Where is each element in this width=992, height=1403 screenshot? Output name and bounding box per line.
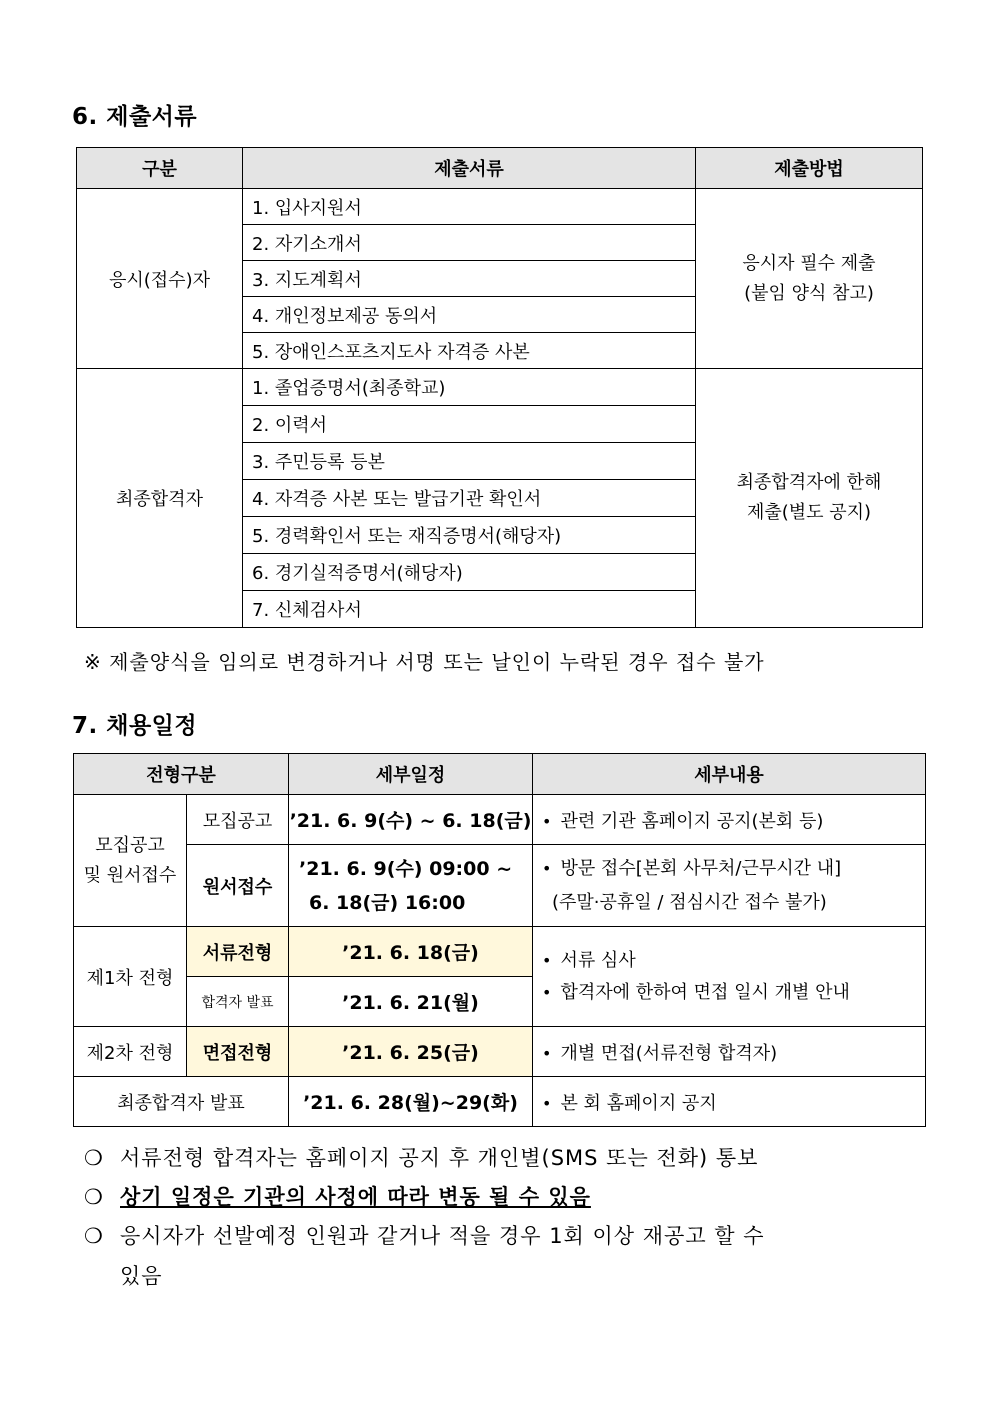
doc-item: 3. 지도계획서 bbox=[243, 261, 696, 297]
doc-result-label: 합격자 발표 bbox=[187, 977, 289, 1027]
finalist-method-line2: 제출(별도 공지) bbox=[746, 502, 872, 523]
applicant-method bbox=[696, 189, 923, 369]
documents-header-row bbox=[77, 148, 923, 189]
circle-bullet-icon: ❍ bbox=[84, 1146, 104, 1170]
circle-bullet-icon: ❍ bbox=[84, 1185, 104, 1209]
schedule-note-3-cont: 있음 bbox=[120, 1264, 163, 1288]
header-category: 구분 bbox=[77, 148, 243, 189]
stage1-detail-line2: • 합격자에 한하여 면접 일시 개별 안내 bbox=[542, 977, 925, 1009]
apply-detail-line2: (주말·공휴일 / 점심시간 접수 불가) bbox=[552, 891, 827, 913]
doc-item: 6. 경기실적증명서(해당자) bbox=[243, 554, 696, 591]
doc-item: 1. 입사지원서 bbox=[243, 189, 696, 225]
doc-item: 5. 장애인스포츠지도사 자격증 사본 bbox=[243, 333, 696, 369]
notice-detail bbox=[533, 795, 926, 845]
interview-detail-text: • 개별 면접(서류전형 합격자) bbox=[542, 1043, 777, 1064]
apply-date bbox=[289, 845, 533, 927]
notice-label: 모집공고 bbox=[187, 795, 289, 845]
doc-item: 4. 개인정보제공 동의서 bbox=[243, 297, 696, 333]
doc-item: 7. 신체검사서 bbox=[243, 591, 696, 628]
schedule-table bbox=[73, 753, 926, 1127]
interview-date: ’21. 6. 25(금) bbox=[289, 1027, 533, 1077]
header-detail: 세부내용 bbox=[533, 754, 926, 795]
notice-detail-text: • 관련 기관 홈페이지 공지(본회 등) bbox=[542, 811, 823, 832]
apply-label: 원서접수 bbox=[187, 845, 289, 927]
doc-item: 4. 자격증 사본 또는 발급기관 확인서 bbox=[243, 480, 696, 517]
apply-detail-line1: • 방문 접수[본회 사무처/근무시간 내] bbox=[542, 852, 925, 886]
interview-label: 면접전형 bbox=[187, 1027, 289, 1077]
circle-bullet-icon: ❍ bbox=[84, 1224, 104, 1248]
final-detail-text: • 본 회 홈페이지 공지 bbox=[542, 1093, 717, 1114]
stage1-label: 제1차 전형 bbox=[74, 927, 187, 1027]
doc-item: 3. 주민등록 등본 bbox=[243, 443, 696, 480]
doc-screen-label: 서류전형 bbox=[187, 927, 289, 977]
applicant-group-label: 응시(접수)자 bbox=[77, 189, 243, 369]
recruit-group-line2: 및 원서접수 bbox=[83, 864, 177, 886]
schedule-note-1 bbox=[84, 1142, 758, 1172]
final-label: 최종합격자 발표 bbox=[74, 1077, 289, 1127]
finalist-method bbox=[696, 369, 923, 628]
stage2-label: 제2차 전형 bbox=[74, 1027, 187, 1077]
notice-date: ’21. 6. 9(수) ~ 6. 18(금) bbox=[289, 795, 533, 845]
submission-note: ※ 제출양식을 임의로 변경하거나 서명 또는 날인이 누락된 경우 접수 불가 bbox=[84, 650, 765, 674]
schedule-note-2-text: 상기 일정은 기관의 사정에 따라 변동 될 수 있음 bbox=[120, 1185, 591, 1209]
finalist-method-line1: 최종합격자에 한해 bbox=[736, 472, 882, 493]
doc-screen-date: ’21. 6. 18(금) bbox=[289, 927, 533, 977]
finalist-group-label: 최종합격자 bbox=[77, 369, 243, 628]
doc-item: 2. 자기소개서 bbox=[243, 225, 696, 261]
section7-title: 7. 채용일정 bbox=[72, 713, 198, 739]
stage1-detail bbox=[533, 927, 926, 1027]
header-schedule: 세부일정 bbox=[289, 754, 533, 795]
schedule-header-row bbox=[74, 754, 926, 795]
recruit-group-label bbox=[74, 795, 187, 927]
applicant-method-line1: 응시자 필수 제출 bbox=[742, 252, 876, 274]
schedule-note-2 bbox=[84, 1181, 591, 1211]
documents-table bbox=[76, 147, 923, 628]
applicant-method-line2: (붙임 양식 참고) bbox=[744, 282, 874, 304]
apply-detail bbox=[533, 845, 926, 927]
doc-item: 2. 이력서 bbox=[243, 406, 696, 443]
doc-item: 5. 경력확인서 또는 재직증명서(해당자) bbox=[243, 517, 696, 554]
header-method: 제출방법 bbox=[696, 148, 923, 189]
interview-detail bbox=[533, 1027, 926, 1077]
schedule-note-3 bbox=[84, 1220, 765, 1250]
section6-title: 6. 제출서류 bbox=[72, 104, 198, 130]
schedule-note-1-text: 서류전형 합격자는 홈페이지 공지 후 개인별(SMS 또는 전화) 통보 bbox=[120, 1146, 759, 1170]
header-stage: 전형구분 bbox=[74, 754, 289, 795]
stage1-detail-line1: • 서류 심사 bbox=[542, 945, 925, 977]
doc-result-date: ’21. 6. 21(월) bbox=[289, 977, 533, 1027]
apply-date-line1: ’21. 6. 9(수) 09:00 ~ bbox=[299, 857, 513, 880]
doc-item: 1. 졸업증명서(최종학교) bbox=[243, 369, 696, 406]
recruit-group-line1: 모집공고 bbox=[95, 834, 165, 856]
header-documents: 제출서류 bbox=[243, 148, 696, 189]
final-detail bbox=[533, 1077, 926, 1127]
apply-date-line2: 6. 18(금) 16:00 bbox=[309, 891, 466, 914]
final-date: ’21. 6. 28(월)~29(화) bbox=[289, 1077, 533, 1127]
schedule-note-3-line1: 응시자가 선발예정 인원과 같거나 적을 경우 1회 이상 재공고 할 수 bbox=[120, 1224, 765, 1248]
